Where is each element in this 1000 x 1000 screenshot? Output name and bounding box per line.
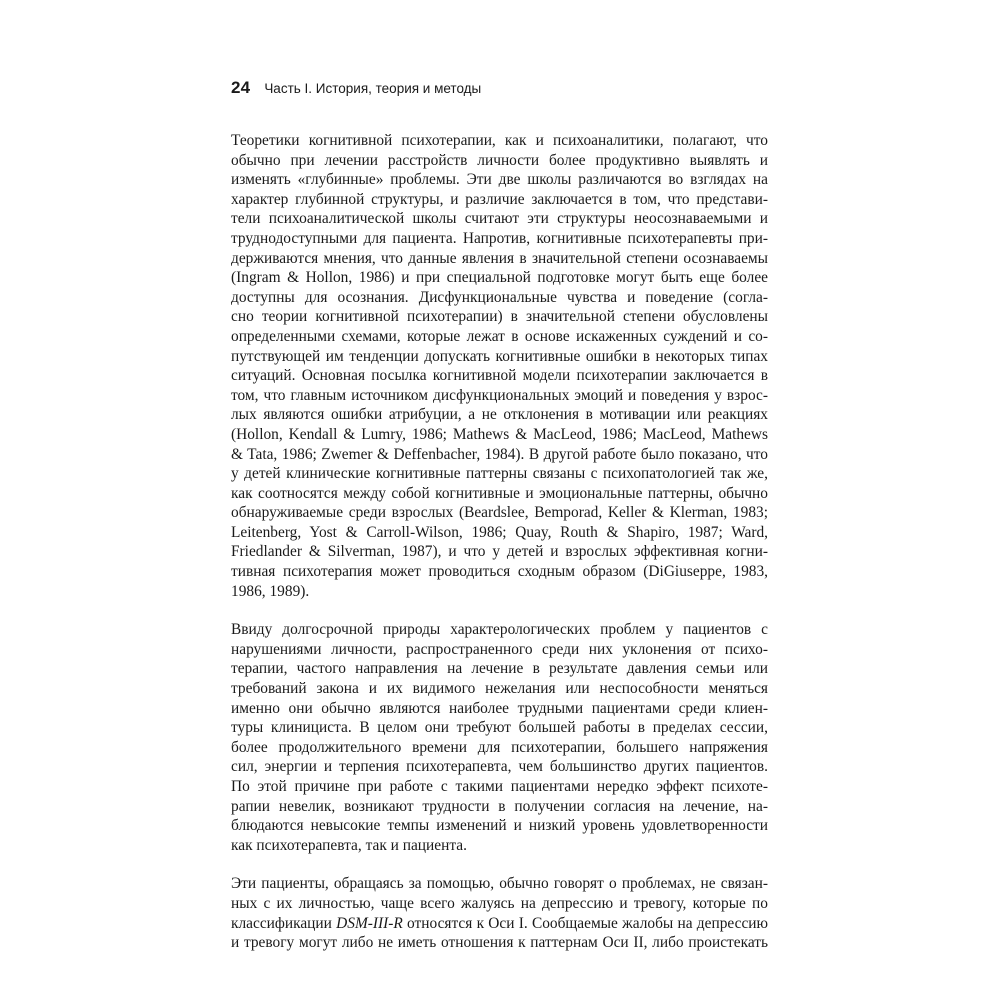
body-text (231, 131, 768, 972)
text-line: тели психоаналитической школы считают эти структуры неосознаваемыми и (231, 210, 768, 228)
running-head (231, 78, 481, 102)
text-line: нарушениями личности, распространенного среди них уклонения от психо- (231, 640, 768, 658)
text-line: изменять «глубинные» проблемы. Эти две школы различаются во взглядах на (231, 171, 768, 189)
text-line: туры клинициста. В целом они требуют большей работы в пределах сессии, (231, 719, 768, 737)
text-line: путствующей им тенденции допускать когнитивные ошибки в некоторых типах (231, 347, 768, 365)
text-line: (Ingram & Hollon, 1986) и при специальной подготовке могут быть еще более (231, 269, 768, 287)
text-line: ных с их личностью, чаще всего жалуясь на депрессию и тревогу, которые по (231, 894, 768, 912)
text-line: сно теории когнитивной психотерапии) в значительной степени обусловлены (231, 308, 768, 326)
text-line: терапии, частого направления на лечение в результате давления семьи или (231, 660, 768, 678)
text-line: том, что главным источником дисфункциональных эмоций и поведения у взрос- (231, 386, 768, 404)
text-line: доступны для осознания. Дисфункциональные чувства и поведение (согла- (231, 288, 768, 306)
text-line: труднодоступными для пациента. Напротив, когнитивные психотерапевты при- (231, 229, 768, 247)
text-line: держиваются мнения, что данные явления в значительной степени осознаваемы (231, 249, 768, 267)
section-title: Часть I. История, теория и методы (264, 81, 482, 96)
text-line: характер глубинной структуры, и различие заключается в том, что представи- (231, 190, 768, 208)
text-line: как психотерапевта, так и пациента. (231, 836, 467, 854)
paragraph-2 (231, 620, 768, 855)
text-line: сил, энергии и терпения психотерапевта, чем большинство других пациентов. (231, 758, 768, 776)
text-line: лых являются ошибки атрибуции, а не отклонения в мотивации или реакциях (231, 406, 768, 424)
text-line: рапии невелик, возникают трудности в получении согласия на лечение, на- (231, 797, 768, 815)
text-line: как соотносятся между собой когнитивные и эмоциональные паттерны, обычно (231, 484, 768, 502)
text-line: требований закона и их видимого нежелания или неспособности меняться (231, 680, 768, 698)
text-line: Теоретики когнитивной психотерапии, как и психоаналитики, полагают, что (231, 132, 768, 149)
text-line: (Hollon, Kendall & Lumry, 1986; Mathews & MacLeod, 1986; MacLeod, Mathews (231, 425, 768, 443)
page-number: 24 (231, 78, 251, 97)
paragraph-3 (231, 874, 768, 952)
text-line: обычно при лечении расстройств личности более продуктивно выявлять и (231, 151, 768, 169)
text-line: По этой причине при работе с такими пациентами нередко эффект психоте- (231, 778, 768, 795)
text-line: блюдаются невысокие темпы изменений и низкий уровень удовлетворенности (231, 817, 768, 835)
text-line: ситуаций. Основная посылка когнитивной модели психотерапии заключается в (231, 367, 768, 385)
text-line: Leitenberg, Yost & Carroll-Wilson, 1986; Quay, Routh & Shapiro, 1987; Ward, (231, 523, 768, 541)
text-line: Ввиду долгосрочной природы характерологических проблем у пациентов с (231, 621, 768, 639)
text-line: 1986, 1989). (231, 582, 310, 600)
text-line: и тревогу могут либо не иметь отношения к паттернам Оси II, либо проистекать (231, 934, 768, 952)
text-line: обнаруживаемые среди взрослых (Beardslee, Bemporad, Keller & Klerman, 1983; (231, 504, 768, 522)
text-line: & Tata, 1986; Zwemer & Deffenbacher, 1984). В другой работе было показано, что (231, 445, 768, 463)
text-line: определенными схемами, которые лежат в основе искаженных суждений и со- (231, 327, 768, 345)
text-line: более продолжительного времени для психотерапии, большего напряжения (231, 738, 768, 756)
text-line: Friedlander & Silverman, 1987), и что у детей и взрослых эффективная когни- (231, 543, 768, 561)
paragraph-1 (231, 131, 768, 601)
text-line: именно они обычно являются наиболее трудными пациентами среди клиен- (231, 699, 768, 717)
text-line: Эти пациенты, обращаясь за помощью, обычно говорят о проблемах, не связан- (231, 875, 768, 893)
text-line: тивная психотерапия может проводиться сходным образом (DiGiuseppe, 1983, (231, 563, 768, 581)
text-line: у детей клинические когнитивные паттерны связаны с психопатологией так же, (231, 465, 768, 483)
text-line: классификации DSM-III-R относятся к Оси I. Сообщаемые жалобы на депрессию (231, 914, 769, 932)
